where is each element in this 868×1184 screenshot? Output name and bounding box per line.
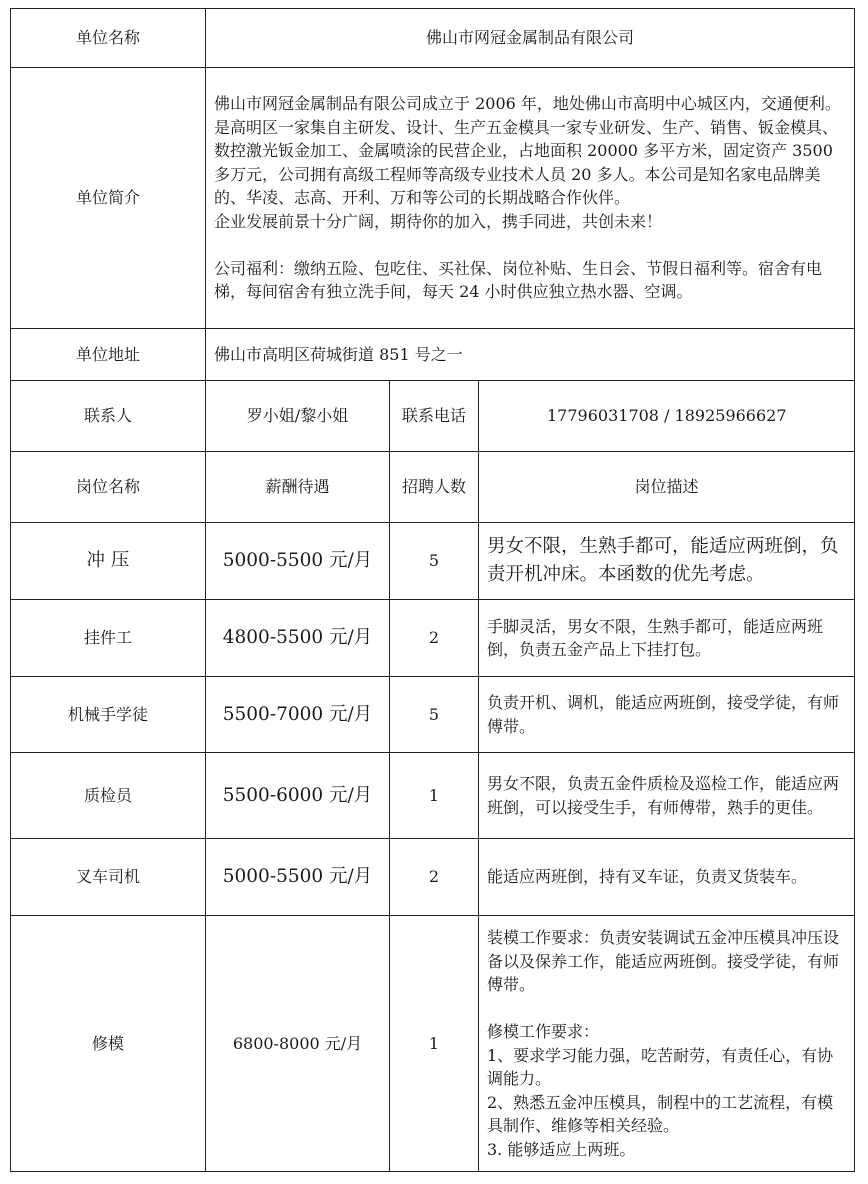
- job-count: 2: [390, 600, 479, 677]
- job-row: [11, 839, 855, 916]
- job-position: 挂件工: [11, 600, 206, 677]
- jobs-header-row: [11, 452, 855, 523]
- job-salary: 6800-8000 元/月: [206, 916, 390, 1172]
- company-intro: 佛山市网冠金属制品有限公司成立于 2006 年，地处佛山市高明中心城区内，交通便利。是高明区一家集自主研发、设计、生产五金模具一家专业研发、生产、销售、钣金模具、数控激光钣金加工、金属喷涂的民营企业，占地面积 20000 多平方米，固定资产 3500 多万元，公司拥有高级工程师等高级专业技术人员 20 多人。本公司是知名家电品牌美的、华凌、志高、开利、万和等公司的长期战略合作伙伴。 企业发展前景十分广阔，期待你的加入，携手同进，共创未来！ 公司福利：缴纳五险、包吃住、买社保、岗位补贴、生日会、节假日福利等。宿舍有电梯，每间宿舍有独立洗手间，每天 24 小时供应独立热水器、空调。: [206, 68, 855, 329]
- company-address-row: [11, 329, 855, 381]
- job-count: 1: [390, 916, 479, 1172]
- company-name: 佛山市网冠金属制品有限公司: [206, 9, 855, 68]
- recruitment-table: [10, 8, 855, 1172]
- job-count: 5: [390, 523, 479, 600]
- contact-phone: 17796031708 / 18925966627: [479, 381, 855, 452]
- job-position: 冲 压: [11, 523, 206, 600]
- job-row: [11, 916, 855, 1172]
- job-count: 5: [390, 677, 479, 753]
- company-intro-label: 单位简介: [11, 68, 206, 329]
- job-row: [11, 677, 855, 753]
- job-count: 1: [390, 753, 479, 839]
- job-salary: 5000-5500 元/月: [206, 839, 390, 916]
- job-description: 男女不限，负责五金件质检及巡检工作，能适应两班倒，可以接受生手，有师傅带，熟手的更佳。: [479, 753, 855, 839]
- header-count: 招聘人数: [390, 452, 479, 523]
- company-name-label: 单位名称: [11, 9, 206, 68]
- job-salary: 4800-5500 元/月: [206, 600, 390, 677]
- company-intro-row: [11, 68, 855, 329]
- company-address: 佛山市高明区荷城街道 851 号之一: [206, 329, 855, 381]
- job-position: 质检员: [11, 753, 206, 839]
- contact-person: 罗小姐/黎小姐: [206, 381, 390, 452]
- job-salary: 5500-7000 元/月: [206, 677, 390, 753]
- job-salary: 5500-6000 元/月: [206, 753, 390, 839]
- company-name-row: [11, 9, 855, 68]
- job-row: [11, 753, 855, 839]
- job-row: [11, 523, 855, 600]
- job-description: 手脚灵活，男女不限，生熟手都可，能适应两班倒，负责五金产品上下挂打包。: [479, 600, 855, 677]
- header-salary: 薪酬待遇: [206, 452, 390, 523]
- header-position: 岗位名称: [11, 452, 206, 523]
- job-salary: 5000-5500 元/月: [206, 523, 390, 600]
- job-description: 能适应两班倒，持有叉车证，负责叉货装车。: [479, 839, 855, 916]
- job-position: 修模: [11, 916, 206, 1172]
- job-position: 机械手学徒: [11, 677, 206, 753]
- contact-phone-label: 联系电话: [390, 381, 479, 452]
- job-description: 负责开机、调机，能适应两班倒，接受学徒，有师傅带。: [479, 677, 855, 753]
- job-position: 叉车司机: [11, 839, 206, 916]
- header-description: 岗位描述: [479, 452, 855, 523]
- job-description: 装模工作要求：负责安装调试五金冲压模具冲压设备以及保养工作，能适应两班倒。接受学徒，有师傅带。 修模工作要求： 1、要求学习能力强，吃苦耐劳，有责任心，有协调能力。 2、熟悉五金冲压模具，制程中的工艺流程，有模具制作、维修等相关经验。 3. 能够适应上两班。: [479, 916, 855, 1172]
- job-row: [11, 600, 855, 677]
- job-count: 2: [390, 839, 479, 916]
- contact-row: [11, 381, 855, 452]
- company-address-label: 单位地址: [11, 329, 206, 381]
- job-description: 男女不限，生熟手都可，能适应两班倒，负责开机冲床。本函数的优先考虑。: [479, 523, 855, 600]
- contact-person-label: 联系人: [11, 381, 206, 452]
